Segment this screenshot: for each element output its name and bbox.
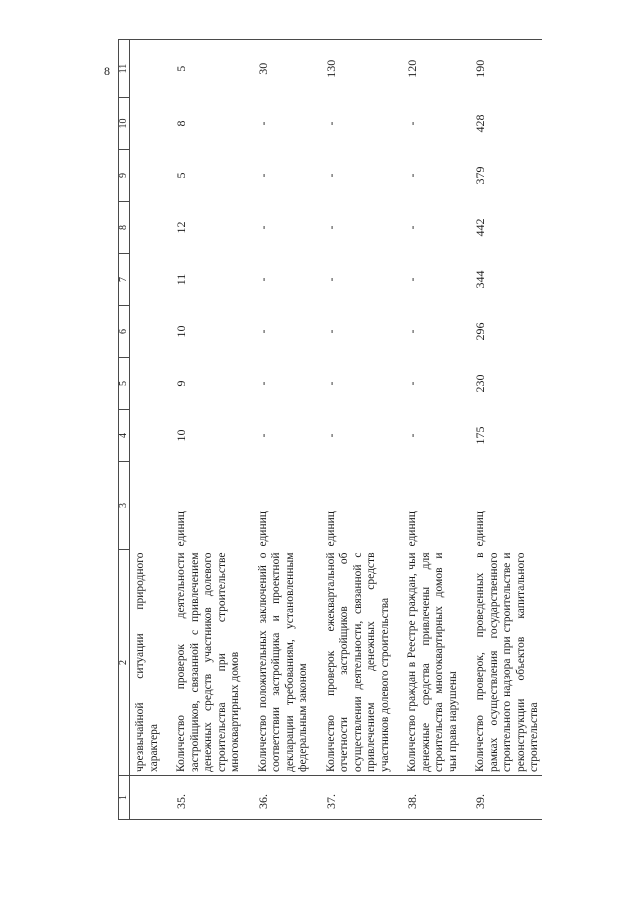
unit-cell: единиц bbox=[474, 511, 486, 547]
value-cell: 344 bbox=[473, 270, 487, 289]
table-row bbox=[325, 40, 393, 820]
unit-cell: единиц bbox=[406, 511, 418, 547]
header-cell: 10 bbox=[119, 98, 130, 150]
indicator-text: Количество положительных заключений о соответствии застройщика и проектной декларации требованиям, установленным федеральным законом bbox=[256, 552, 309, 772]
value-cell: - bbox=[323, 225, 338, 230]
value-cell: - bbox=[323, 329, 338, 334]
page-number: 8 bbox=[104, 64, 110, 78]
value-cell: - bbox=[405, 433, 419, 438]
value-cell: - bbox=[255, 121, 270, 126]
indicator-text: Количество проверок ежеквартальной отчетности застройщиков об осуществлении деятельности, связанной с привлечением денежных средств участников долевого строительства bbox=[324, 552, 391, 772]
value-cell: - bbox=[405, 329, 419, 334]
header-cell: 5 bbox=[119, 358, 130, 410]
value-cell: - bbox=[255, 277, 270, 282]
value-cell: - bbox=[323, 121, 338, 126]
value-cell: 10 bbox=[174, 429, 188, 442]
value-cell: - bbox=[405, 277, 419, 282]
value-cell: 5 bbox=[174, 172, 188, 179]
value-cell: - bbox=[405, 173, 419, 178]
value-cell: 442 bbox=[473, 218, 487, 237]
value-cell: 8 bbox=[174, 120, 188, 127]
row-number: 35. bbox=[175, 776, 243, 820]
header-cell: 9 bbox=[119, 150, 130, 202]
value-cell: - bbox=[255, 173, 270, 178]
header-cell: 2 bbox=[119, 550, 130, 776]
header-cell: 4 bbox=[119, 410, 130, 462]
indicators-table bbox=[118, 39, 542, 820]
value-cell: - bbox=[255, 329, 270, 334]
indicator-text: чрезвычайной ситуации природного характера bbox=[134, 552, 160, 772]
value-cell: 230 bbox=[473, 374, 487, 393]
header-row bbox=[119, 40, 130, 820]
row-number: 37. bbox=[325, 776, 393, 820]
header-cell: 7 bbox=[119, 254, 130, 306]
value-cell: 30 bbox=[257, 40, 311, 98]
value-cell: 12 bbox=[174, 221, 188, 234]
value-cell: 120 bbox=[406, 40, 460, 98]
table-row bbox=[474, 40, 542, 820]
unit-cell: единиц bbox=[256, 511, 269, 547]
table-row bbox=[406, 40, 460, 820]
indicator-text: Количество проверок, проведенных в рамках осуществления государственного строительного надзора при строительстве и реконструкции объектов капитального строительства bbox=[474, 552, 540, 772]
header-cell: 8 bbox=[119, 202, 130, 254]
indicator-text: Количество проверок деятельности застройщиков, связанной с привлечением денежных средств участников долевого строительства при строительстве многоквартирных домов bbox=[175, 552, 241, 772]
unit-cell: единиц bbox=[175, 511, 187, 547]
header-cell: 6 bbox=[119, 306, 130, 358]
table-row bbox=[257, 40, 311, 820]
value-cell: 190 bbox=[474, 40, 542, 98]
indicator-text: Количество граждан в Реестре граждан, чьи денежные средства привлечены для строительства многоквартирных домов и чьи права нарушены bbox=[406, 552, 459, 772]
table-row bbox=[175, 40, 243, 820]
value-cell: - bbox=[255, 433, 270, 438]
header-cell: 11 bbox=[119, 40, 130, 98]
value-cell: 428 bbox=[473, 114, 487, 133]
value-cell: 11 bbox=[174, 273, 188, 286]
header-cell: 1 bbox=[119, 776, 130, 820]
row-number: 38. bbox=[406, 776, 460, 820]
value-cell: - bbox=[323, 173, 338, 178]
value-cell: - bbox=[255, 381, 270, 386]
table-row bbox=[130, 40, 162, 820]
rotated-sheet bbox=[118, 40, 540, 820]
value-cell: 296 bbox=[473, 322, 487, 341]
value-cell: - bbox=[405, 225, 419, 230]
value-cell: 379 bbox=[473, 166, 487, 185]
header-cell: 3 bbox=[119, 462, 130, 550]
row-number bbox=[130, 776, 162, 820]
value-cell: 10 bbox=[174, 325, 188, 338]
value-cell: 175 bbox=[473, 426, 487, 445]
value-cell: - bbox=[323, 381, 338, 386]
row-number: 39. bbox=[474, 776, 542, 820]
value-cell: - bbox=[323, 433, 338, 438]
value-cell: 9 bbox=[174, 380, 188, 387]
value-cell: 5 bbox=[175, 40, 243, 98]
unit-cell: единиц bbox=[324, 511, 337, 547]
value-cell: - bbox=[405, 381, 419, 386]
row-number: 36. bbox=[257, 776, 311, 820]
value-cell: - bbox=[323, 277, 338, 282]
value-cell: 130 bbox=[325, 40, 393, 98]
value-cell: - bbox=[255, 225, 270, 230]
value-cell: - bbox=[405, 121, 419, 126]
